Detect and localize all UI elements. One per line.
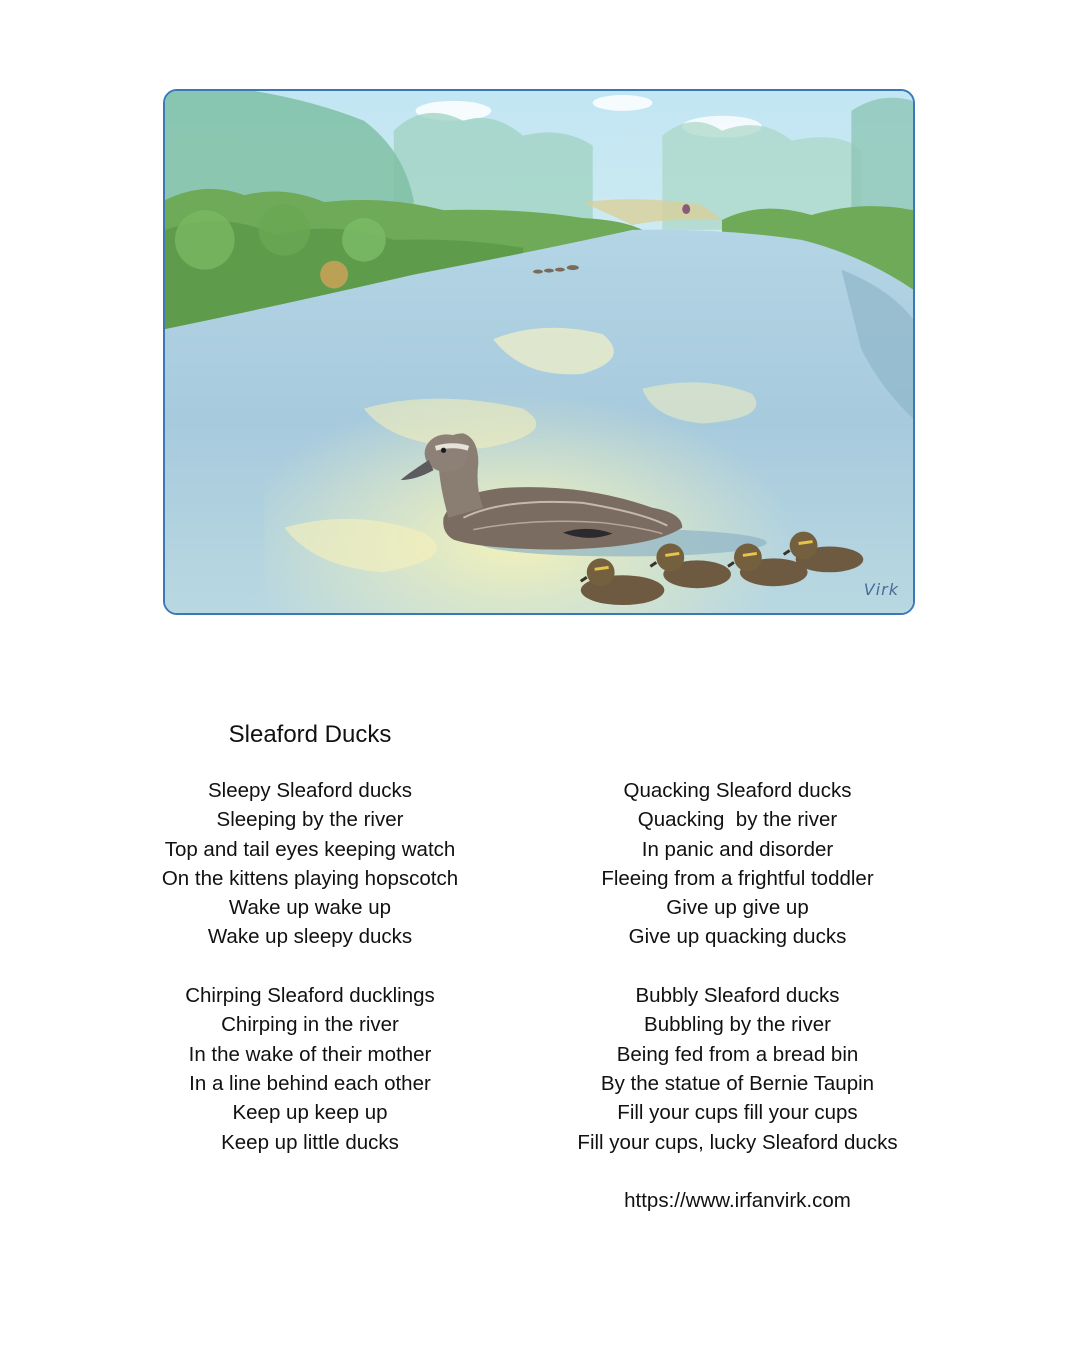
poem-line: Being fed from a bread bin: [616, 1042, 859, 1066]
poem-line: Keep up little ducks: [221, 1130, 399, 1154]
river-duck-illustration: [163, 89, 915, 615]
poem-line: Fill your cups fill your cups: [617, 1101, 858, 1125]
poem-line: Quacking Sleaford ducks: [623, 779, 852, 802]
poem-line: In panic and disorder: [641, 837, 834, 861]
illustration-scene: [165, 91, 913, 613]
stanza: [555, 981, 920, 1157]
poem-line: Wake up sleepy ducks: [207, 925, 413, 949]
poem-line: Quacking by the river: [637, 808, 838, 832]
poem-line: On the kittens playing hopscotch: [161, 866, 459, 890]
distant-figure: [682, 204, 690, 214]
poem-line: Bubbling by the river: [644, 1013, 831, 1037]
foliage-blob: [342, 218, 386, 262]
website-link[interactable]: https://www.irfanvirk.com: [624, 1189, 851, 1213]
poem-line: Bubbly Sleaford ducks: [635, 984, 840, 1008]
stanza: [555, 776, 920, 952]
foliage-blob: [320, 261, 348, 289]
poem-column-right: [555, 776, 920, 1215]
poem-line: Top and tail eyes keeping watch: [164, 837, 456, 861]
cloud: [593, 95, 653, 111]
foliage-blob: [175, 210, 235, 270]
poem-line: Keep up keep up: [232, 1101, 388, 1125]
poem-line: Chirping in the river: [221, 1013, 399, 1037]
poem-line: In the wake of their mother: [188, 1042, 432, 1066]
poem-line: Fleeing from a frightful toddler: [601, 866, 874, 890]
poem-line: Wake up wake up: [228, 896, 392, 920]
stanza: [130, 776, 490, 952]
poem-line: Chirping Sleaford ducklings: [185, 984, 435, 1008]
poem-line: Give up give up: [666, 896, 809, 920]
poem-line: By the statue of Bernie Taupin: [600, 1071, 875, 1095]
foliage-blob: [259, 204, 311, 256]
poem-column-left: [130, 776, 490, 1186]
artist-signature: Virk: [863, 580, 899, 599]
poem-line: Sleepy Sleaford ducks: [208, 779, 412, 802]
stanza: [130, 981, 490, 1157]
poem-title: Sleaford Ducks: [228, 721, 392, 748]
poem-line: Fill your cups, lucky Sleaford ducks: [577, 1130, 898, 1154]
poem-line: Give up quacking ducks: [628, 925, 847, 949]
poem-line: In a line behind each other: [189, 1071, 431, 1095]
poem-line: Sleeping by the river: [216, 808, 404, 832]
